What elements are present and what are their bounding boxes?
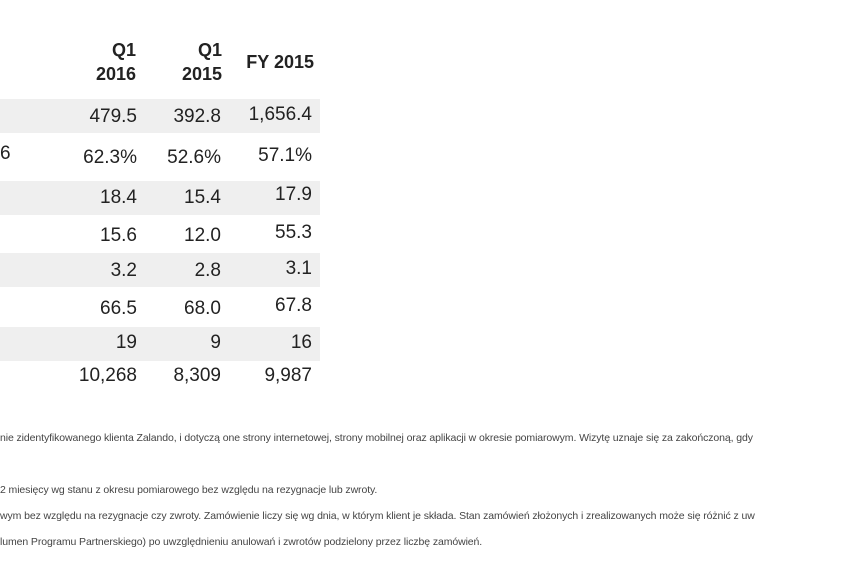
header-q1-2015 (156, 38, 222, 86)
table-row (0, 253, 320, 287)
cell-q1-2016: 15.6 (100, 225, 137, 246)
table-row (0, 327, 320, 361)
cell-q1-2016: 66.5 (100, 298, 137, 319)
cell-fy-2015: 16 (290, 332, 312, 353)
table-row (0, 181, 320, 215)
cell-fy-2015: 1,656.4 (248, 104, 312, 125)
cell-fy-2015: 9,987 (264, 365, 312, 386)
cell-q1-2016: 62.3% (83, 147, 137, 168)
cell-q1-2015: 15.4 (184, 187, 221, 208)
row-label-fragment: 6 (0, 143, 11, 164)
footnote: 2 miesięcy wg stanu z okresu pomiarowego bez względu na rezygnacje lub zwroty. (0, 484, 378, 496)
cell-fy-2015: 3.1 (285, 258, 312, 279)
cell-q1-2016: 10,268 (78, 365, 137, 386)
cell-q1-2015: 2.8 (194, 260, 221, 281)
cell-q1-2015: 392.8 (173, 106, 221, 127)
table-row (0, 99, 320, 133)
footnote: wym bez względu na rezygnacje czy zwroty. Zamówienie liczy się wg dnia, w którym klient je składa. Stan zamówień złożonych i zrealizowanych może się różnić z uw (0, 510, 755, 522)
cell-fy-2015: 57.1% (258, 145, 312, 166)
header-fy-2015: FY 2015 (246, 52, 314, 72)
footnote: lumen Programu Partnerskiego) po uwzględnieniu anulowań i zwrotów podzielony przez liczbę zamówień. (0, 536, 483, 548)
cell-fy-2015: 67.8 (275, 295, 312, 316)
cell-q1-2016: 19 (115, 332, 137, 353)
cell-q1-2016: 18.4 (100, 187, 137, 208)
footnote: nie zidentyfikowanego klienta Zalando, i dotyczą one strony internetowej, strony mobilnej oraz aplikacji w okresie pomiarowym. Wizytę uznaje się za zakończoną, gdy (0, 432, 753, 444)
table-row (0, 219, 320, 253)
header-q1-2016-line2: 2016 (95, 64, 136, 84)
table-row (0, 291, 320, 325)
cell-q1-2015: 12.0 (184, 225, 221, 246)
header-q1-2015-line1: Q1 (197, 40, 222, 60)
header-q1-2016 (74, 38, 136, 86)
cell-q1-2016: 479.5 (89, 106, 137, 127)
header-q1-2015-line2: 2015 (181, 64, 222, 84)
cell-fy-2015: 17.9 (275, 184, 312, 205)
table-row (0, 139, 320, 173)
cell-q1-2015: 8,309 (173, 365, 221, 386)
cell-q1-2016: 3.2 (110, 260, 137, 281)
table-row (0, 363, 320, 397)
cell-q1-2015: 68.0 (184, 298, 221, 319)
cell-q1-2015: 52.6% (167, 147, 221, 168)
cell-q1-2015: 9 (210, 332, 221, 353)
cell-fy-2015: 55.3 (275, 222, 312, 243)
header-q1-2016-line1: Q1 (111, 40, 136, 60)
